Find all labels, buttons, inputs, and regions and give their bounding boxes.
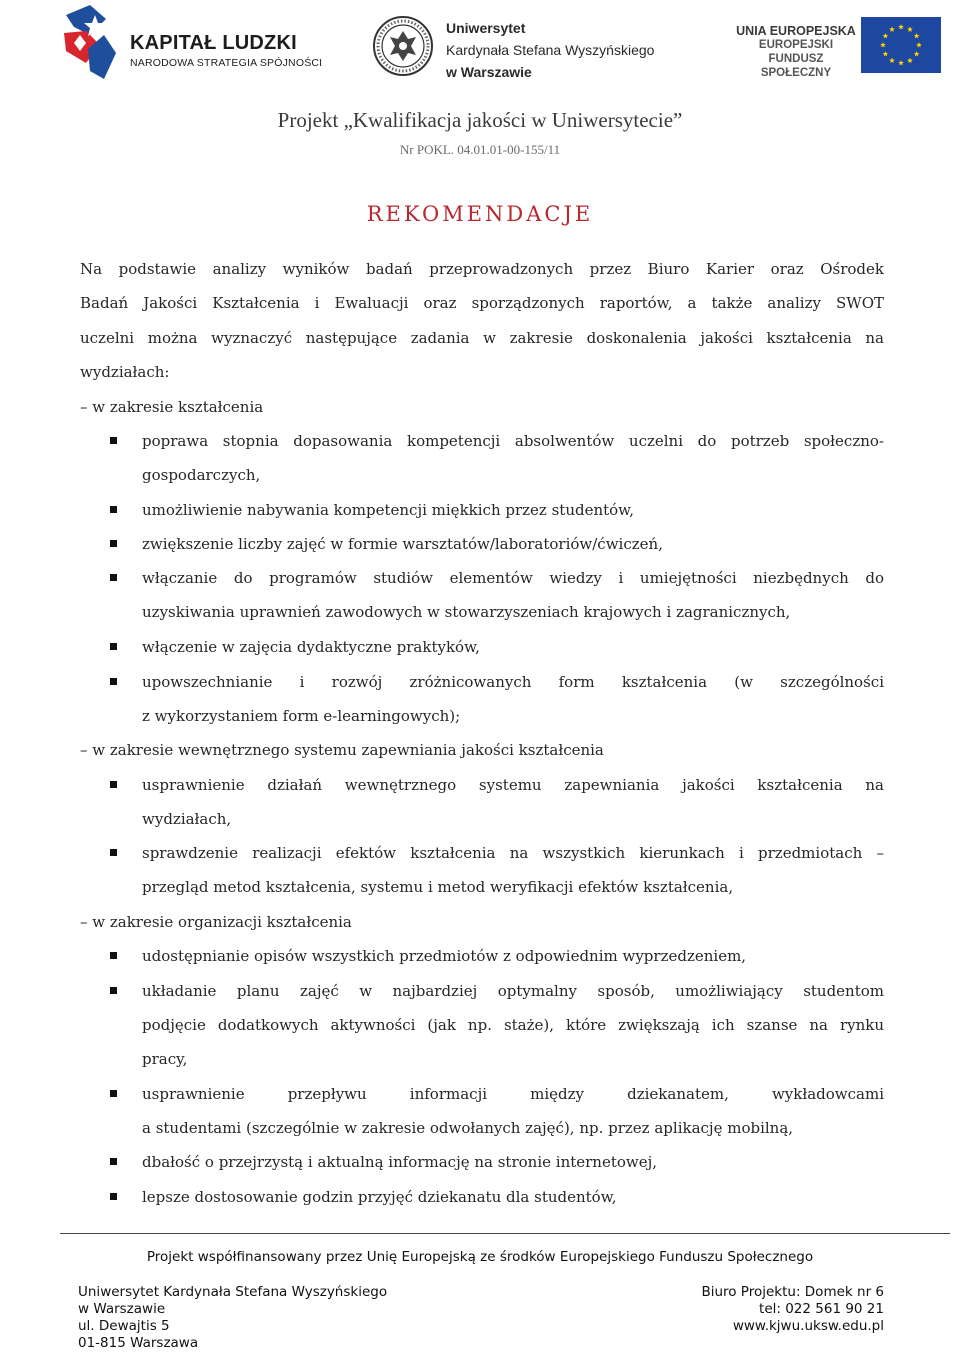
bullet-icon <box>110 643 117 650</box>
list-item-line: zwiększenie liczby zajęć w formie warsztatów/laboratoriów/ćwiczeń, <box>142 535 663 553</box>
uksw-line-2: Kardynała Stefana Wyszyńskiego <box>446 42 655 58</box>
list-item-line: układanie planu zajęć w najbardziej optymalny sposób, umożliwiający studentom <box>142 982 884 1000</box>
uksw-line-1: Uniwersytet <box>446 20 526 36</box>
intro-line: uczelni można wyznaczyć następujące zadania w zakresie doskonalenia jakości kształcenia na <box>80 329 884 347</box>
list-item-line: włączanie do programów studiów elementów wiedzy i umiejętności niezbędnych do <box>142 569 884 587</box>
footer-address-line: w Warszawie <box>78 1301 166 1317</box>
footer-address <box>78 1284 387 1352</box>
bullet-icon <box>110 678 117 685</box>
list-item-line: usprawnienie działań wewnętrznego systemu zapewniania jakości kształcenia na <box>142 776 884 794</box>
eu-flag-icon <box>861 17 941 73</box>
list-item-line: udostępnianie opisów wszystkich przedmiotów z odpowiednim wyprzedzeniem, <box>142 947 747 965</box>
project-office: Biuro Projektu: Domek nr 6 <box>701 1284 884 1300</box>
list-item-line: dbałość o przejrzystą i aktualną informację na stronie internetowej, <box>142 1153 658 1171</box>
kapital-ludzki-logo <box>60 5 323 85</box>
bullet-icon <box>110 1158 117 1165</box>
footer-address-line: 01-815 Warszawa <box>78 1335 199 1351</box>
list-item-line: przegląd metod kształcenia, systemu i metod weryfikacji efektów kształcenia, <box>142 878 734 896</box>
uksw-seal-icon <box>372 15 434 77</box>
bullet-icon <box>110 574 117 581</box>
bullet-icon <box>110 437 117 444</box>
kapital-ludzki-subtitle: NARODOWA STRATEGIA SPÓJNOŚCI <box>130 57 323 69</box>
eu-line-1: UNIA EUROPEJSKA <box>736 24 856 38</box>
uksw-name <box>446 17 654 83</box>
intro-line: Badań Jakości Kształcenia i Ewaluacji oraz sporządzonych raportów, a także analizy SWOT <box>80 294 884 312</box>
project-title: Projekt „Kwalifikacja jakości w Uniwersytecie” <box>277 108 683 132</box>
list-item-line: a studentami (szczególnie w zakresie odwołanych zajęć), np. przez aplikację mobilną, <box>142 1119 794 1137</box>
list-item-line: pracy, <box>142 1050 188 1068</box>
footer-contact <box>701 1284 884 1335</box>
eu-line-2: EUROPEJSKI <box>758 39 834 51</box>
list-item-line: upowszechnianie i rozwój zróżnicowanych form kształcenia (w szczególności <box>142 673 884 691</box>
footer-address-line: Uniwersytet Kardynała Stefana Wyszyńskiego <box>78 1284 388 1300</box>
bullet-icon <box>110 952 117 959</box>
project-number: Nr POKL. 04.01.01-00-155/11 <box>399 142 561 157</box>
uksw-line-3: w Warszawie <box>446 64 532 80</box>
section-title: – w zakresie kształcenia <box>80 398 264 416</box>
eu-logo <box>730 15 945 77</box>
list-item-line: umożliwienie nabywania kompetencji miękkich przez studentów, <box>142 501 635 519</box>
footer-divider <box>60 1233 950 1234</box>
list-item-line: lepsze dostosowanie godzin przyjęć dziekanatu dla studentów, <box>142 1188 617 1206</box>
list-item-line: usprawnienie przepływu informacji między dziekanatem, wykładowcami <box>142 1085 884 1103</box>
list-item-line: uzyskiwania uprawnień zawodowych w stowarzyszeniach krajowych i zagranicznych, <box>142 603 791 621</box>
bullet-icon <box>110 987 117 994</box>
bullet-icon <box>110 540 117 547</box>
footer-address-line: ul. Dewajtis 5 <box>78 1318 170 1334</box>
list-item-line: gospodarczych, <box>142 466 261 484</box>
intro-line: Na podstawie analizy wyników badań przeprowadzonych przez Biuro Karier oraz Ośrodek <box>80 260 884 278</box>
website-link[interactable]: www.kjwu.uksw.edu.pl <box>732 1318 884 1334</box>
eu-text <box>736 24 856 80</box>
cofinancing-note: Projekt współfinansowany przez Unię Europejską ze środków Europejskiego Funduszu Społecznego <box>146 1249 814 1265</box>
kapital-ludzki-title: KAPITAŁ LUDZKI <box>130 32 297 54</box>
list-item-line: podjęcie dodatkowych aktywności (jak np. staże), które zwiększają ich szanse na rynku <box>142 1016 884 1034</box>
bullet-icon <box>110 506 117 513</box>
uksw-logo <box>372 15 662 80</box>
bullet-icon <box>110 1090 117 1097</box>
list-item-line: z wykorzystaniem form e-learningowych); <box>142 707 461 725</box>
intro-line: wydziałach: <box>80 363 170 381</box>
kapital-ludzki-emblem <box>60 5 120 85</box>
section-title: – w zakresie wewnętrznego systemu zapewniania jakości kształcenia <box>80 741 604 759</box>
list-item-line: wydziałach, <box>142 810 232 828</box>
bullet-icon <box>110 1193 117 1200</box>
page-heading: REKOMENDACJE <box>366 202 594 226</box>
list-item-line: włączenie w zajęcia dydaktyczne praktyków, <box>142 638 480 656</box>
list-item-line: poprawa stopnia dopasowania kompetencji absolwentów uczelni do potrzeb społeczno- <box>142 432 884 450</box>
bullet-icon <box>110 781 117 788</box>
phone-number: tel: 022 561 90 21 <box>759 1301 884 1317</box>
bullet-icon <box>110 849 117 856</box>
list-item-line: sprawdzenie realizacji efektów kształcenia na wszystkich kierunkach i przedmiotach – <box>142 844 884 862</box>
eu-line-3: FUNDUSZ SPOŁECZNY <box>760 53 832 79</box>
section-title: – w zakresie organizacji kształcenia <box>80 913 352 931</box>
